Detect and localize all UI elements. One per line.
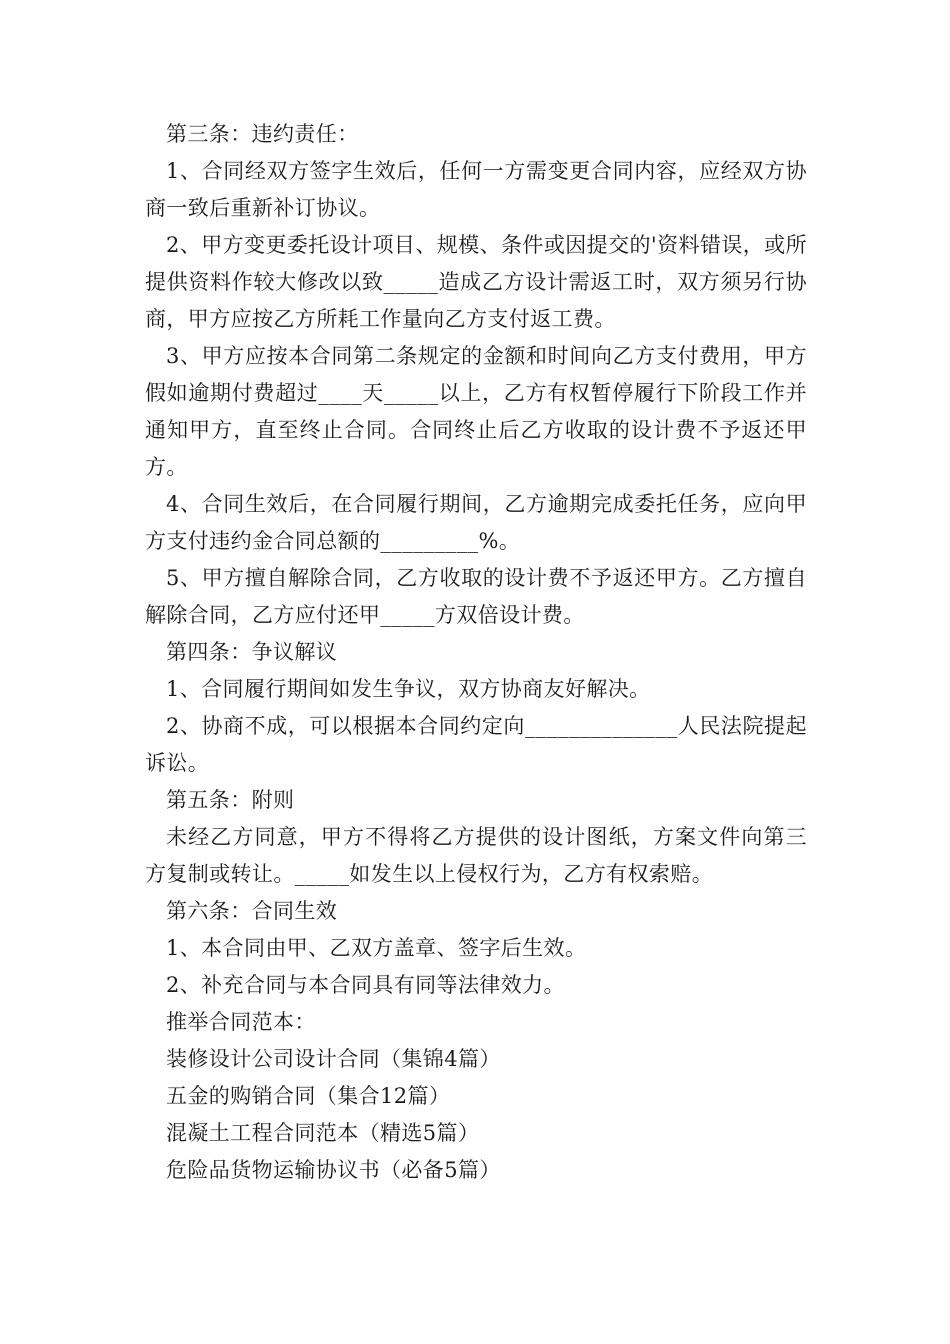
recommended-template-link[interactable]: 装修设计公司设计合同（集锦4篇） xyxy=(166,1047,501,1071)
section-heading-supplementary: 第五条：附则 xyxy=(166,788,295,812)
clause-paragraph: 1、合同履行期间如发生争议，双方协商友好解决。 xyxy=(166,677,651,701)
clause-paragraph: 2、协商不成，可以根据本合同约定向______________人民法院提起诉讼。 xyxy=(145,714,807,775)
clause-paragraph: 5、甲方擅自解除合同，乙方收取的设计费不予返还甲方。乙方擅自解除合同，乙方应付还甲_____方双倍设计费。 xyxy=(145,566,807,627)
recommended-template-link[interactable]: 五金的购销合同（集合12篇） xyxy=(166,1084,451,1108)
clause-paragraph: 1、本合同由甲、乙双方盖章、签字后生效。 xyxy=(166,936,587,960)
clause-paragraph: 2、甲方变更委托设计项目、规模、条件或因提交的'资料错误，或所提供资料作较大修改以致_____造成乙方设计需返工时，双方须另行协商，甲方应按乙方所耗工作量向乙方支付返工费。 xyxy=(145,233,807,331)
recommended-template-link[interactable]: 混凝土工程合同范本（精选5篇） xyxy=(166,1121,480,1145)
document-body xyxy=(145,116,807,1189)
recommended-template-link[interactable]: 危险品货物运输协议书（必备5篇） xyxy=(166,1158,501,1182)
section-heading-breach-liability: 第三条：违约责任： xyxy=(166,122,359,146)
section-heading-effectiveness: 第六条：合同生效 xyxy=(166,899,338,923)
recommended-templates-heading: 推举合同范本： xyxy=(166,1010,316,1034)
clause-paragraph: 3、甲方应按本合同第二条规定的金额和时间向乙方支付费用，甲方假如逾期付费超过____天_____以上，乙方有权暂停履行下阶段工作并通知甲方，直至终止合同。合同终止后乙方收取的设计费不予返还甲方。 xyxy=(145,344,807,479)
clause-paragraph: 1、合同经双方签字生效后，任何一方需变更合同内容，应经双方协商一致后重新补订协议。 xyxy=(145,159,807,220)
clause-paragraph: 4、合同生效后，在合同履行期间，乙方逾期完成委托任务，应向甲方支付违约金合同总额的_________%。 xyxy=(145,492,807,553)
clause-paragraph: 未经乙方同意，甲方不得将乙方提供的设计图纸，方案文件向第三方复制或转让。_____如发生以上侵权行为，乙方有权索赔。 xyxy=(145,825,807,886)
section-heading-dispute-resolution: 第四条：争议解议 xyxy=(166,640,338,664)
clause-paragraph: 2、补充合同与本合同具有同等法律效力。 xyxy=(166,973,565,997)
